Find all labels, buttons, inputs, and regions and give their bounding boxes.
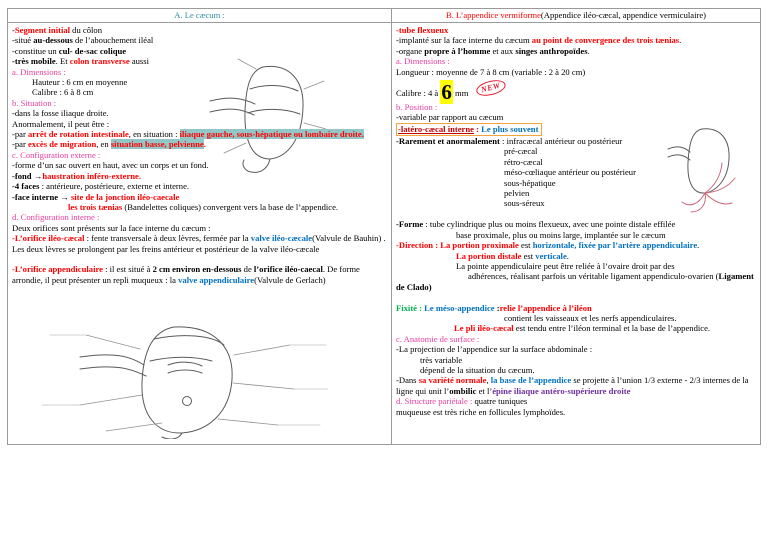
text-line [396,344,755,354]
text-run: -par [12,129,28,140]
text-run: -Dans [396,375,419,386]
text-run: -par [12,139,28,150]
table-header-row [8,9,760,23]
text-run: -Forme [396,219,424,230]
text-run: propre à l’homme [424,45,491,56]
text-run: d. Structure pariétale : [396,396,473,407]
text-run: sous-hépatique [504,177,556,188]
text-run: Anormalement, il peut être : [12,118,110,129]
text-run: -fond [12,170,32,181]
text-line [396,167,755,177]
text-run: situation basse, pelvienne [110,139,204,150]
text-run: La portion proximale [440,240,519,251]
text-line [12,67,386,77]
text-run: relie l’appendice à l’iléon [499,302,592,313]
text-run: La portion distale [456,250,522,261]
text-run: la base de l’appendice [490,375,572,386]
table-body [8,23,760,444]
text-line [396,230,755,240]
text-run: de [241,264,254,275]
text-run: cul- de-sac colique [58,45,127,56]
text-run: a. Dimensions : [12,66,66,77]
text-line [396,112,755,122]
text-run: arrêt de rotation intestinale [27,129,129,140]
text-line [396,323,755,333]
text-run: quatre tuniques [472,396,528,407]
text-line [396,261,755,271]
text-line [12,46,386,56]
text-line [396,375,755,396]
text-line [396,282,755,292]
text-line [396,25,755,35]
text-line [396,80,755,105]
text-run: sa variété normale [418,375,487,386]
text-run: , [486,375,491,386]
text-line [396,35,755,45]
text-run: -L’orifice iléo-cæcal [12,233,85,244]
text-line [396,355,755,365]
text-line [396,365,755,375]
text-line [12,254,386,264]
text-line [396,209,755,219]
text-run: : antérieure, postérieure, externe et interne. [39,181,190,192]
text-run: d. Configuration interne : [12,212,100,223]
text-run: dépend de la situation du cæcum. [420,364,535,375]
text-run: : tube cylindrique plus ou moins flexueux, avec une pointe distale effilée [423,219,676,230]
text-line [396,123,755,136]
text-run: au point de convergence des trois tænias [531,35,680,46]
text-run: du côlon [70,25,103,35]
text-line [396,146,755,156]
text-run: adhérences, réalisant parfois un véritable ligament appendiculo-ovarien ( [468,271,719,282]
text-run: de l’abouchement iléal [72,35,154,46]
text-run: . [679,35,682,46]
text-line [12,233,386,254]
text-run: -constitue un [12,45,59,56]
text-run: : il est situé à [102,264,153,275]
text-run: a. Dimensions : [396,56,450,67]
text-line [396,407,755,417]
text-line [396,178,755,188]
text-run: (Appendice iléo-cæcal, appendice vermiculaire) [540,10,706,20]
text-line [396,188,755,198]
text-run: excès de migration [27,139,97,150]
text-run: . [697,240,700,251]
text-line [396,219,755,229]
text-line [12,119,386,129]
text-line [396,334,755,344]
text-run: mm [452,88,469,99]
text-line [396,56,755,66]
text-run: et l’ [476,385,493,396]
text-run: -tube flexueux [396,25,449,35]
text-run: -forme d’un sac ouvert en haut, avec un corps et un fond. [12,160,209,171]
text-run: se projette à l’union 1/3 externe - 2/3 internes de la ligne qui unit l’ [396,375,749,396]
text-run: valve iléo-cæcale [250,233,313,244]
text-line [12,192,386,202]
text-run: -dans la fosse iliaque droite. [12,108,109,119]
text-run: La pointe appendiculaire peut être reliée à l’ovaire droit par des [456,260,675,271]
text-run: → [58,191,71,202]
text-run: A. Le cæcum : [174,10,225,20]
text-run: valve appendiculaire [178,274,255,285]
text-run: c. Configuration externe : [12,149,101,160]
text-line [12,212,386,222]
text-line [12,129,386,139]
text-run: au-dessous [33,35,73,46]
text-line [12,108,386,118]
text-run: Segment initial [14,25,71,35]
cecum-column [8,23,392,444]
text-run: pré-cæcal [504,146,538,157]
text-run: épine iliaque antéro-supérieure droite [492,385,631,396]
text-run: Calibre : 4 à [396,88,441,99]
text-line [12,25,386,35]
text-line [12,202,386,212]
text-line [396,303,755,313]
text-run: Le méso-appendice [424,302,495,313]
text-line [396,46,755,56]
text-run: -Rarement et anormalement [396,136,500,147]
text-run: haustration inféro-externe. [42,170,141,181]
text-run: muqueuse est très riche en follicules lymphoïdes. [396,406,566,417]
text-run: Fixité : [396,302,425,313]
new-stamp: NEW [475,78,507,99]
text-run: . Et [55,56,70,67]
text-run: colon transverse [69,56,130,67]
text-line [12,160,386,170]
text-run: -L’orifice appendiculaire [12,264,103,275]
text-line [396,396,755,406]
text-run: -implanté sur la face interne du cæcum [396,35,532,46]
text-run: (Bandelettes coliques) convergent vers la base de l’appendice. [122,201,339,212]
text-run: c. Anatomie de surface : [396,333,480,344]
text-run: . De forme arrondie, il peut présenter un repli muqueux : la [12,264,360,285]
text-run: -latéro-cæcal interne [398,123,474,134]
text-run: contient les vaisseaux et les nerfs appendiculaires. [504,312,677,323]
text-run: iliaque gauche, sous-hépatique ou lombaire droite. [179,129,364,140]
text-run: horizontale, fixée par l’artère appendiculaire [532,240,698,251]
text-run: verticale [535,250,567,261]
text-run: B. L’appendice vermiforme [445,10,541,20]
text-run: est [518,240,533,251]
text-line [12,98,386,108]
text-run: base proximale, plus ou moins large, implantée sur le cæcum [456,229,666,240]
text-run: b. Position : [396,101,438,112]
text-run: → [31,170,43,181]
text-run: de Clado [396,281,429,292]
text-line [396,198,755,208]
text-line [396,102,755,112]
text-run: rétro-cæcal [504,156,543,167]
text-run: et aux [490,45,516,56]
text-line [396,67,755,77]
text-run: -Direction : [396,240,441,251]
text-run: , en situation : [128,129,180,140]
text-line [396,240,755,250]
text-line [396,313,755,323]
text-run: -situé [12,35,34,46]
text-line [446,10,706,20]
text-run: Le plus souvent [481,123,539,134]
text-run: (Valvule de Gerlach) [254,274,326,285]
text-run: -4 faces [12,181,40,192]
text-run: b. Situation : [12,97,57,108]
text-run: site de la jonction iléo-caecale [70,191,180,202]
text-run: -organe [396,45,425,56]
text-run: . [566,250,569,261]
text-run: est tendu entre l’iléon terminal et la base de l’appendice. [513,323,711,334]
text-line [396,271,755,281]
text-run: 2 cm environ en-dessous [152,264,242,275]
text-line [12,87,386,97]
text-run: les trois tænias [68,201,123,212]
text-run: , en [96,139,111,150]
text-run: : [473,123,482,134]
text-run: . [203,139,206,150]
text-line [396,251,755,261]
text-line [12,171,386,181]
text-run: -face interne [12,191,59,202]
highlight-box [396,123,542,136]
text-line [396,157,755,167]
text-run: (Valvule de Bauhin) . Les deux lèvres se prolongent par les freins antérieur et postérieur de la valve iléo-cæcale [12,233,386,254]
text-line [12,150,386,160]
text-run: ombilic [449,385,477,396]
left-column-header [8,9,392,22]
text-line [396,292,755,302]
text-run: sous-séreux [504,198,545,209]
text-run: Calibre : 6 à 8 cm [32,87,94,98]
text-line [12,264,386,285]
text-line [12,139,386,149]
text-run: singes anthropoïdes [515,45,588,56]
text-run: ) [428,281,432,292]
text-run: : fente transversale à deux lèvres, fermée par la [84,233,251,244]
text-run: : infracæcal antérieur ou postérieur [499,136,623,147]
text-run: Deux orifices sont présents sur la face interne du cæcum : [12,222,211,233]
text-line [396,136,755,146]
text-run: . [587,45,590,56]
text-run: -La projection de l’appendice sur la surface abdominale : [396,344,593,355]
text-run: est [521,250,536,261]
text-run: aussi [129,56,150,67]
text-run: pelvien [504,188,530,199]
appendix-column [392,23,760,444]
text-line [12,56,386,66]
text-run: -variable par rapport au cæcum [396,112,504,123]
text-run: : [494,302,500,313]
text-run: -très mobile [12,56,56,67]
text-line [12,77,386,87]
text-run: - [12,25,15,35]
text-run: Longueur : moyenne de 7 à 8 cm (variable : 2 à 20 cm) [396,66,586,77]
text-line [12,181,386,191]
text-run: méso-cœliaque antérieur ou postérieur [504,167,636,178]
text-run: Le pli iléo-cæcal [454,323,514,334]
text-line [12,223,386,233]
text-run: Ligament [718,271,754,282]
cecum-internal-sketch [22,319,342,439]
text-run: 6 [441,80,452,105]
text-line [174,10,225,20]
text-run: très variable [420,354,463,365]
notes-table [7,8,761,445]
text-run: Hauteur : 6 cm en moyenne [32,77,128,88]
right-column-header [392,9,760,22]
text-line [12,35,386,45]
text-run: l’orifice iléo-caecal [253,264,323,275]
